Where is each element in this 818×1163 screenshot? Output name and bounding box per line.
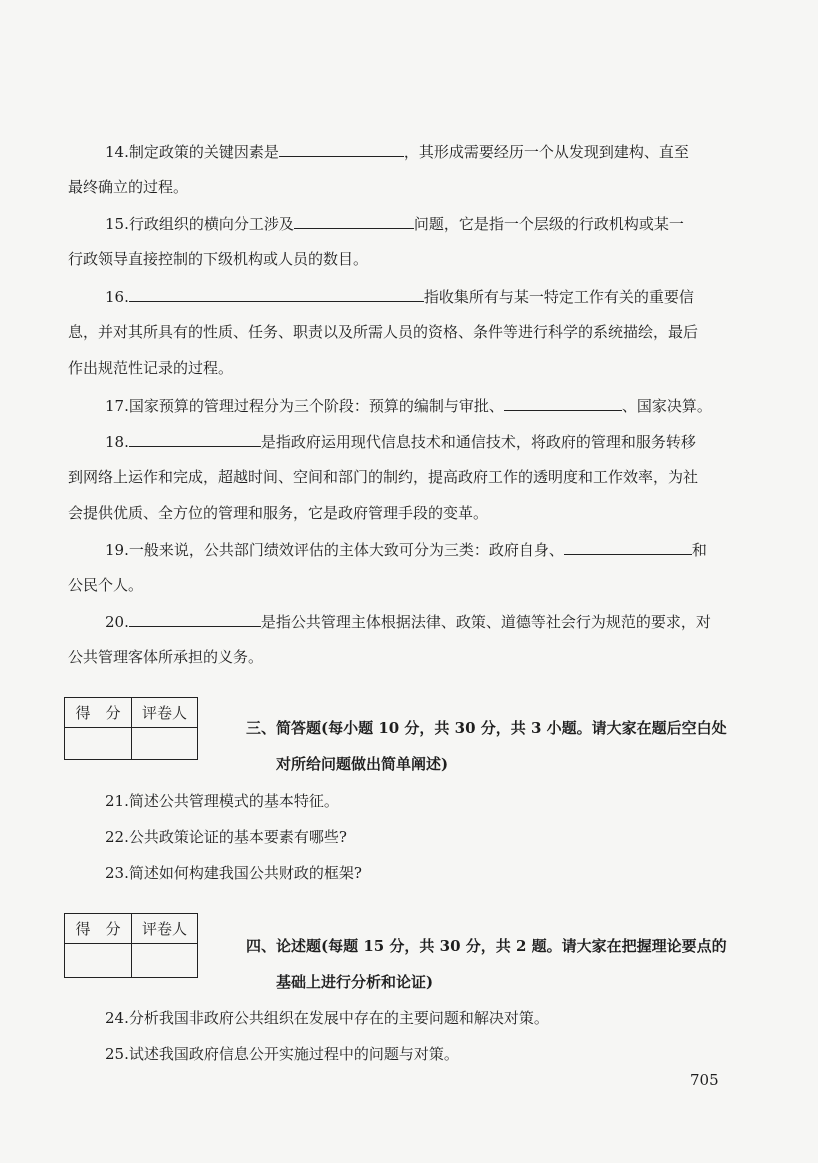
question-24: 24.分析我国非政府公共组织在发展中存在的主要问题和解决对策。 (105, 1009, 549, 1027)
question-18-text-b: 是指政府运用现代信息技术和通信技术，将政府的管理和服务转移 (260, 433, 696, 451)
question-16-number: 16. (105, 288, 129, 306)
question-15-text-a: 15.行政组织的横向分工涉及 (105, 215, 294, 233)
question-18-number: 18. (105, 433, 129, 451)
question-20-line-2: 公共管理客体所承担的义务。 (68, 648, 264, 666)
grader-header: 评卷人 (132, 914, 198, 944)
section-3-heading-1: 三、简答题(每小题 10 分，共 30 分，共 3 小题。请大家在题后空白处 (246, 719, 727, 737)
section-4-heading-2: 基础上进行分析和论证) (276, 973, 434, 991)
question-18-line-1 (105, 431, 696, 452)
question-17-text-a: 17.国家预算的管理过程分为三个阶段：预算的编制与审批、 (105, 397, 504, 415)
question-15-line-1 (105, 213, 684, 234)
page-number: 705 (690, 1071, 719, 1089)
question-16-text-b: 指收集所有与某一特定工作有关的重要信 (423, 288, 694, 306)
question-17-text-b: 、国家决算。 (621, 397, 712, 415)
question-15-text-b: 问题，它是指一个层级的行政机构或某一 (413, 215, 684, 233)
question-18-line-2: 到网络上运作和完成，超越时间、空间和部门的制约，提高政府工作的透明度和工作效率，为社 (68, 468, 699, 486)
question-25: 25.试述我国政府信息公开实施过程中的问题与对策。 (105, 1045, 459, 1063)
score-cell[interactable] (65, 944, 132, 978)
grader-cell[interactable] (132, 728, 198, 760)
grader-header: 评卷人 (132, 698, 198, 728)
question-16-line-3: 作出规范性记录的过程。 (68, 359, 234, 377)
score-box-section-3 (64, 697, 198, 760)
question-14-text-b: ，其形成需要经历一个从发现到建构、直至 (403, 143, 689, 161)
question-18-line-3: 会提供优质、全方位的管理和服务，它是政府管理手段的变革。 (68, 504, 489, 522)
question-19-line-1 (105, 539, 707, 560)
question-17-line-1 (105, 395, 712, 416)
question-14-blank[interactable] (279, 141, 404, 157)
question-15-blank[interactable] (294, 213, 414, 229)
score-cell[interactable] (65, 728, 132, 760)
question-15-line-2: 行政领导直接控制的下级机构或人员的数目。 (68, 250, 369, 268)
question-21: 21.简述公共管理模式的基本特征。 (105, 792, 339, 810)
question-14-text-a: 14.制定政策的关键因素是 (105, 143, 279, 161)
question-22: 22.公共政策论证的基本要素有哪些? (105, 828, 347, 846)
question-16-line-2: 息，并对其所具有的性质、任务、职责以及所需人员的资格、条件等进行科学的系统描绘，最后 (68, 323, 699, 341)
question-16-line-1 (105, 286, 694, 307)
question-20-line-1 (105, 611, 711, 632)
question-19-text-a: 19.一般来说，公共部门绩效评估的主体大致可分为三类：政府自身、 (105, 541, 564, 559)
question-17-blank[interactable] (504, 395, 622, 411)
question-18-blank[interactable] (129, 431, 261, 447)
question-20-number: 20. (105, 613, 129, 631)
question-20-blank[interactable] (129, 611, 261, 627)
score-header: 得 分 (65, 698, 132, 728)
score-header: 得 分 (65, 914, 132, 944)
question-14-line-2: 最终确立的过程。 (68, 178, 189, 196)
question-19-text-b: 和 (691, 541, 707, 559)
question-14-line-1 (105, 141, 689, 162)
question-16-blank[interactable] (129, 286, 424, 302)
question-19-blank[interactable] (564, 539, 692, 555)
grader-cell[interactable] (132, 944, 198, 978)
question-19-line-2: 公民个人。 (68, 576, 144, 594)
question-20-text-b: 是指公共管理主体根据法律、政策、道德等社会行为规范的要求，对 (260, 613, 711, 631)
section-3-heading-2: 对所给问题做出简单阐述) (276, 755, 449, 773)
question-23: 23.简述如何构建我国公共财政的框架? (105, 864, 362, 882)
section-4-heading-1: 四、论述题(每题 15 分，共 30 分，共 2 题。请大家在把握理论要点的 (246, 937, 727, 955)
score-box-section-4 (64, 913, 198, 978)
